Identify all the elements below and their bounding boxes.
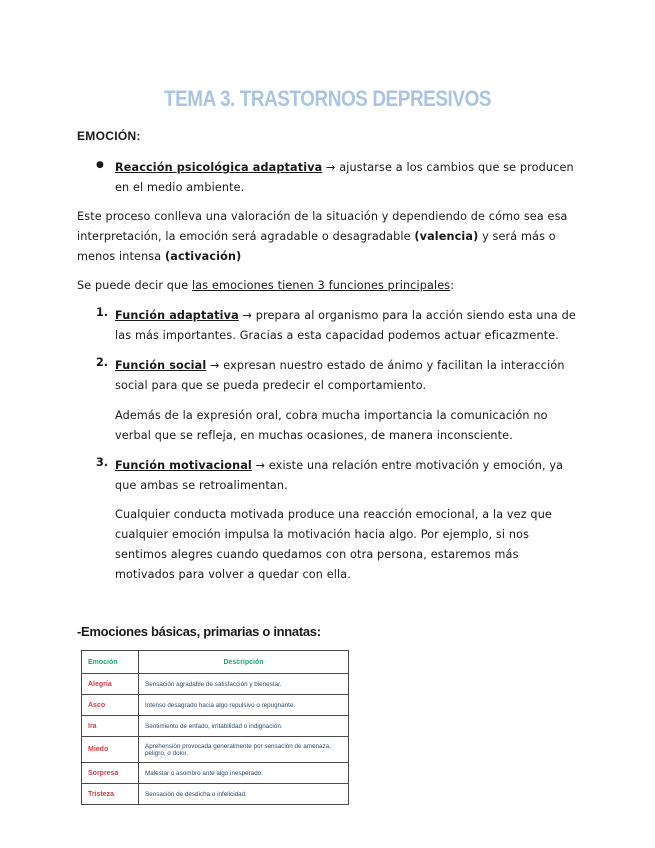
section-heading-emocion: EMOCIÓN: — [77, 129, 141, 143]
para2-underlined: las emociones tienen 3 funciones principales — [192, 279, 451, 292]
emotion-name: Tristeza — [82, 784, 139, 805]
para1-bold-activacion: (activación) — [165, 250, 242, 263]
emotion-name: Ira — [82, 716, 139, 737]
table-row — [82, 695, 349, 716]
function-text: → prepara al organismo para la acción siendo esta una de las más importantes. Gracias a esta capacidad podemos actuar eficazmente. — [115, 309, 576, 342]
table-row — [82, 716, 349, 737]
emotions-table — [81, 650, 349, 805]
function-term: Función social — [115, 359, 207, 372]
list-item-funcion-social — [115, 356, 580, 396]
emotion-description: Sensación de desdicha o infelicidad. — [139, 784, 349, 805]
emotion-description: Intenso desagrado hacia algo repulsivo o repugnante. — [139, 695, 349, 716]
table-header-descripcion: Descripción — [139, 651, 349, 674]
bullet-text: → ajustarse a los cambios que se producen en el medio ambiente. — [115, 161, 574, 194]
para1-text-2: y será más o menos intensa — [77, 230, 556, 263]
emotion-name: Sorpresa — [82, 763, 139, 784]
list-item-funcion-adaptativa — [115, 306, 580, 346]
function-text: → expresan nuestro estado de ánimo y facilitan la interacción social para que se pueda predecir el comportamiento. — [115, 359, 565, 392]
table-header-row — [82, 651, 349, 674]
function-social-extra: Además de la expresión oral, cobra mucha importancia la comunicación no verbal que se refleja, en muchas ocasiones, de manera inconsciente. — [115, 409, 548, 442]
function-term: Función motivacional — [115, 459, 252, 472]
para2-text-2: : — [450, 279, 455, 292]
table-row — [82, 784, 349, 805]
table-row — [82, 737, 349, 763]
paragraph-valoracion — [77, 207, 577, 267]
emotion-name: Miedo — [82, 737, 139, 763]
emotion-description: Aprehensión provocada generalmente por sensación de amenaza, peligro, o dolor. — [139, 737, 349, 763]
bullet-item — [115, 158, 580, 198]
table-row — [82, 763, 349, 784]
table-header-emocion: Emoción — [82, 651, 139, 674]
emotion-description: Sentimiento de enfado, irritabilidad o indignación. — [139, 716, 349, 737]
emotion-name: Asco — [82, 695, 139, 716]
list-item-funcion-motivacional — [115, 456, 580, 496]
para2-text-1: Se puede decir que — [77, 279, 193, 292]
function-text: → existe una relación entre motivación y emoción, ya que ambas se retroalimentan. — [115, 459, 564, 492]
bullet-dot-icon: ● — [96, 160, 104, 170]
function-term: Función adaptativa — [115, 309, 239, 322]
paragraph-funciones-intro — [77, 276, 577, 296]
page-title: TEMA 3. TRASTORNOS DEPRESIVOS — [163, 86, 492, 111]
emotion-description: Malestar o asombro ante algo inesperado. — [139, 763, 349, 784]
emotion-name: Alegría — [82, 674, 139, 695]
list-number: 2. — [96, 356, 109, 369]
para1-bold-valencia: (valencia) — [414, 230, 479, 243]
para1-text-1: Este proceso conlleva una valoración de la situación y dependiendo de cómo sea esa interpretación, la emoción será agradable o desagradable — [77, 210, 568, 243]
emotion-description: Sensación agradable de satisfacción y bienestar. — [139, 674, 349, 695]
list-number: 1. — [96, 306, 109, 319]
list-number: 3. — [96, 456, 109, 469]
section-heading-emociones-basicas: -Emociones básicas, primarias o innatas: — [77, 624, 321, 639]
function-motivacional-extra: Cualquier conducta motivada produce una reacción emocional, a la vez que cualquier emoción impulsa la motivación hacia algo. Por ejemplo, si nos sentimos alegres cuando quedamos con otra persona, estaremos más motivados para volver a quedar con ella. — [115, 508, 552, 581]
table-row — [82, 674, 349, 695]
bullet-term: Reacción psicológica adaptativa — [115, 161, 323, 174]
